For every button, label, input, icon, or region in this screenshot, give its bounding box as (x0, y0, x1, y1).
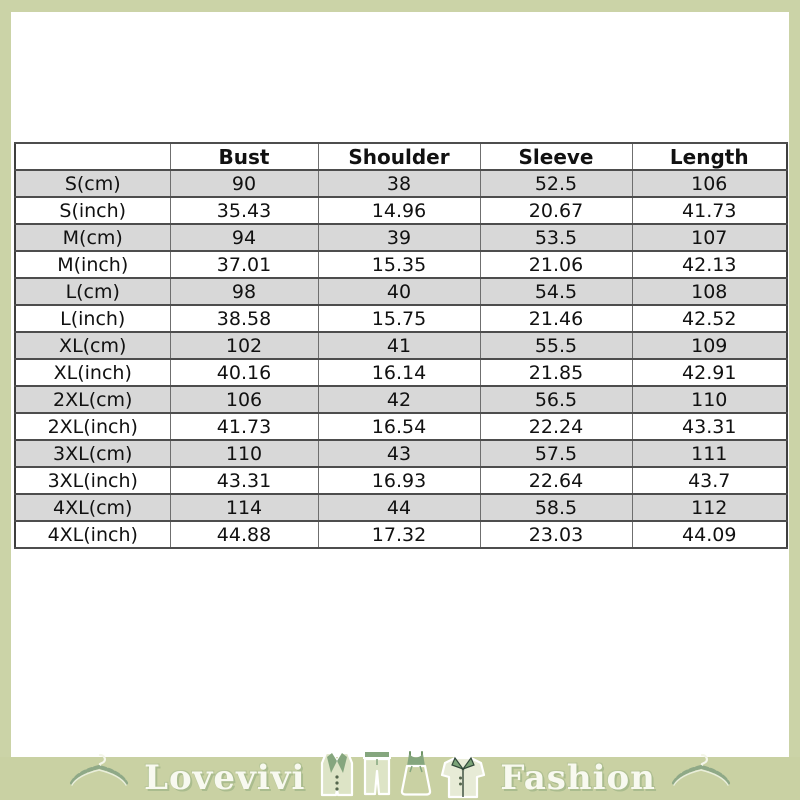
table-cell: 41 (318, 332, 480, 359)
hanger-icon (670, 752, 732, 788)
shirt-icon (440, 756, 486, 800)
table-row (15, 494, 787, 521)
table-row (15, 197, 787, 224)
table-cell: 41.73 (170, 413, 318, 440)
table-cell: 17.32 (318, 521, 480, 548)
table-row (15, 278, 787, 305)
table-cell: 20.67 (480, 197, 632, 224)
table-cell: 108 (632, 278, 787, 305)
content-area (11, 12, 789, 757)
column-header: Bust (170, 143, 318, 170)
table-cell: 90 (170, 170, 318, 197)
size-table (14, 142, 788, 549)
table-cell: 55.5 (480, 332, 632, 359)
table-cell: 56.5 (480, 386, 632, 413)
table-cell: 111 (632, 440, 787, 467)
table-cell: 15.75 (318, 305, 480, 332)
column-header (15, 143, 170, 170)
table-row (15, 332, 787, 359)
brand-name-left: Lovevivi (144, 758, 306, 798)
table-cell: 44 (318, 494, 480, 521)
table-cell: 21.46 (480, 305, 632, 332)
table-cell: 107 (632, 224, 787, 251)
table-cell: 22.24 (480, 413, 632, 440)
table-row (15, 440, 787, 467)
table-cell: 14.96 (318, 197, 480, 224)
table-cell: 41.73 (632, 197, 787, 224)
table-header-row (15, 143, 787, 170)
table-cell: 38.58 (170, 305, 318, 332)
table-cell: 40.16 (170, 359, 318, 386)
table-cell: 23.03 (480, 521, 632, 548)
table-cell: 110 (632, 386, 787, 413)
table-cell: 42.52 (632, 305, 787, 332)
table-cell: 106 (170, 386, 318, 413)
table-cell: 94 (170, 224, 318, 251)
table-row (15, 359, 787, 386)
row-label: 4XL(inch) (15, 521, 170, 548)
table-cell: 43.31 (632, 413, 787, 440)
row-label: M(cm) (15, 224, 170, 251)
table-cell: 43.31 (170, 467, 318, 494)
table-row (15, 386, 787, 413)
table-row (15, 170, 787, 197)
dress-icon (399, 750, 433, 798)
table-row (15, 251, 787, 278)
hanger-icon (68, 752, 130, 788)
row-label: S(inch) (15, 197, 170, 224)
table-cell: 52.5 (480, 170, 632, 197)
table-cell: 114 (170, 494, 318, 521)
table-cell: 21.85 (480, 359, 632, 386)
table-cell: 42.13 (632, 251, 787, 278)
table-cell: 22.64 (480, 467, 632, 494)
row-label: 3XL(cm) (15, 440, 170, 467)
row-label: 2XL(inch) (15, 413, 170, 440)
table-cell: 106 (632, 170, 787, 197)
row-label: L(cm) (15, 278, 170, 305)
column-header: Length (632, 143, 787, 170)
table-cell: 57.5 (480, 440, 632, 467)
table-cell: 110 (170, 440, 318, 467)
column-header: Sleeve (480, 143, 632, 170)
pants-icon (362, 749, 392, 797)
table-cell: 16.14 (318, 359, 480, 386)
table-cell: 43 (318, 440, 480, 467)
table-cell: 54.5 (480, 278, 632, 305)
row-label: 3XL(inch) (15, 467, 170, 494)
column-header: Shoulder (318, 143, 480, 170)
row-label: XL(cm) (15, 332, 170, 359)
table-cell: 38 (318, 170, 480, 197)
row-label: 4XL(cm) (15, 494, 170, 521)
brand-banner (0, 757, 800, 800)
vest-icon (319, 750, 355, 798)
table-row (15, 305, 787, 332)
table-cell: 37.01 (170, 251, 318, 278)
brand-name-right: Fashion (500, 758, 656, 798)
table-cell: 102 (170, 332, 318, 359)
row-label: XL(inch) (15, 359, 170, 386)
table-cell: 42.91 (632, 359, 787, 386)
table-cell: 98 (170, 278, 318, 305)
table-cell: 58.5 (480, 494, 632, 521)
table-cell: 39 (318, 224, 480, 251)
table-row (15, 467, 787, 494)
table-cell: 44.88 (170, 521, 318, 548)
table-row (15, 413, 787, 440)
table-cell: 15.35 (318, 251, 480, 278)
row-label: S(cm) (15, 170, 170, 197)
table-cell: 21.06 (480, 251, 632, 278)
table-row (15, 521, 787, 548)
table-cell: 42 (318, 386, 480, 413)
table-cell: 53.5 (480, 224, 632, 251)
table-row (15, 224, 787, 251)
table-cell: 44.09 (632, 521, 787, 548)
table-cell: 40 (318, 278, 480, 305)
table-cell: 112 (632, 494, 787, 521)
table-cell: 35.43 (170, 197, 318, 224)
row-label: 2XL(cm) (15, 386, 170, 413)
row-label: M(inch) (15, 251, 170, 278)
table-cell: 16.93 (318, 467, 480, 494)
clothing-icon-group (319, 755, 486, 800)
table-cell: 109 (632, 332, 787, 359)
table-body (15, 170, 787, 548)
row-label: L(inch) (15, 305, 170, 332)
table-cell: 43.7 (632, 467, 787, 494)
table-cell: 16.54 (318, 413, 480, 440)
